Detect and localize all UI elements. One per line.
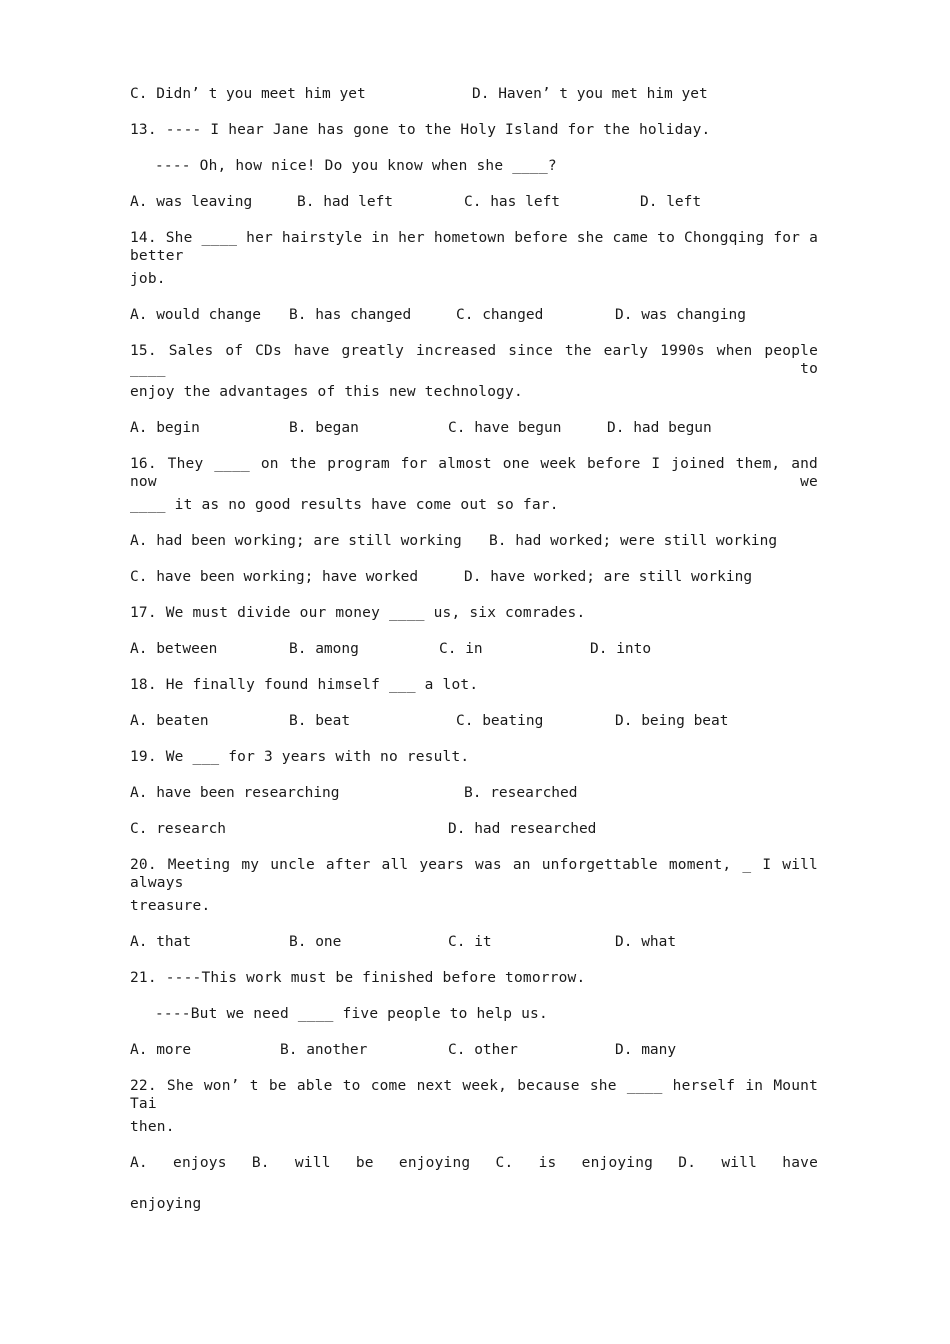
q20-stem-cont: treasure. <box>130 898 211 914</box>
q21-option-d: D. many <box>615 1042 677 1058</box>
q16-option-b: B. had worked; were still working <box>489 533 778 549</box>
q19-option-b: B. researched <box>464 785 578 801</box>
q16-option-a: A. had been working; are still working <box>130 533 462 549</box>
q17-option-d: D. into <box>590 641 652 657</box>
q21-dialogue: ----But we need ____ five people to help us. <box>155 1006 548 1022</box>
q12-option-d: D. Haven’ t you met him yet <box>472 86 708 102</box>
q15-option-b: B. began <box>289 420 359 436</box>
q20-option-d: D. what <box>615 934 677 950</box>
q15-option-c: C. have begun <box>448 420 562 436</box>
q18-option-d: D. being beat <box>615 713 729 729</box>
q13-option-a: A. was leaving <box>130 194 253 210</box>
q13-stem: 13. ---- I hear Jane has gone to the Holy Island for the holiday. <box>130 122 711 138</box>
q14-option-a: A. would change <box>130 307 261 323</box>
q15-stem: 15. Sales of CDs have greatly increased since the early 1990s when people ____ to <box>130 343 818 377</box>
q15-option-d: D. had begun <box>607 420 712 436</box>
q16-stem-cont: ____ it as no good results have come out so far. <box>130 497 559 513</box>
q19-stem: 19. We ___ for 3 years with no result. <box>130 749 470 765</box>
q16-stem: 16. They ____ on the program for almost one week before I joined them, and now we <box>130 456 818 490</box>
q20-option-b: B. one <box>289 934 342 950</box>
q17-option-a: A. between <box>130 641 218 657</box>
q14-option-b: B. has changed <box>289 307 412 323</box>
q22-stem-cont: then. <box>130 1119 175 1135</box>
q19-option-a: A. have been researching <box>130 785 340 801</box>
q15-option-a: A. begin <box>130 420 200 436</box>
q17-stem: 17. We must divide our money ____ us, six comrades. <box>130 605 586 621</box>
q18-option-c: C. beating <box>456 713 544 729</box>
q16-option-c: C. have been working; have worked <box>130 569 419 585</box>
q14-stem: 14. She ____ her hairstyle in her hometown before she came to Chongqing for a better <box>130 230 818 264</box>
q19-option-d: D. had researched <box>448 821 597 837</box>
q21-option-c: C. other <box>448 1042 518 1058</box>
q21-option-b: B. another <box>280 1042 368 1058</box>
q18-stem: 18. He finally found himself ___ a lot. <box>130 677 479 693</box>
q20-option-a: A. that <box>130 934 192 950</box>
q14-stem-cont: job. <box>130 271 166 287</box>
q18-option-a: A. beaten <box>130 713 209 729</box>
q21-stem: 21. ----This work must be finished before tomorrow. <box>130 970 586 986</box>
q13-option-d: D. left <box>640 194 702 210</box>
q20-option-c: C. it <box>448 934 492 950</box>
q21-option-a: A. more <box>130 1042 192 1058</box>
q13-option-c: C. has left <box>464 194 561 210</box>
q18-option-b: B. beat <box>289 713 351 729</box>
q15-stem-cont: enjoy the advantages of this new technology. <box>130 384 523 400</box>
q16-option-d: D. have worked; are still working <box>464 569 753 585</box>
q22-options: A. enjoys B. will be enjoying C. is enjoying D. will have <box>130 1155 818 1171</box>
q19-option-c: C. research <box>130 821 227 837</box>
q14-option-d: D. was changing <box>615 307 746 323</box>
q14-option-c: C. changed <box>456 307 544 323</box>
q17-option-b: B. among <box>289 641 359 657</box>
q17-option-c: C. in <box>439 641 483 657</box>
q13-dialogue: ---- Oh, how nice! Do you know when she ____? <box>155 158 557 174</box>
q22-options-cont: enjoying <box>130 1196 202 1212</box>
q12-option-c: C. Didn’ t you meet him yet <box>130 86 366 102</box>
q13-option-b: B. had left <box>297 194 394 210</box>
q22-stem: 22. She won’ t be able to come next week, because she ____ herself in Mount Tai <box>130 1078 818 1112</box>
q20-stem: 20. Meeting my uncle after all years was an unforgettable moment, _ I will always <box>130 857 818 891</box>
